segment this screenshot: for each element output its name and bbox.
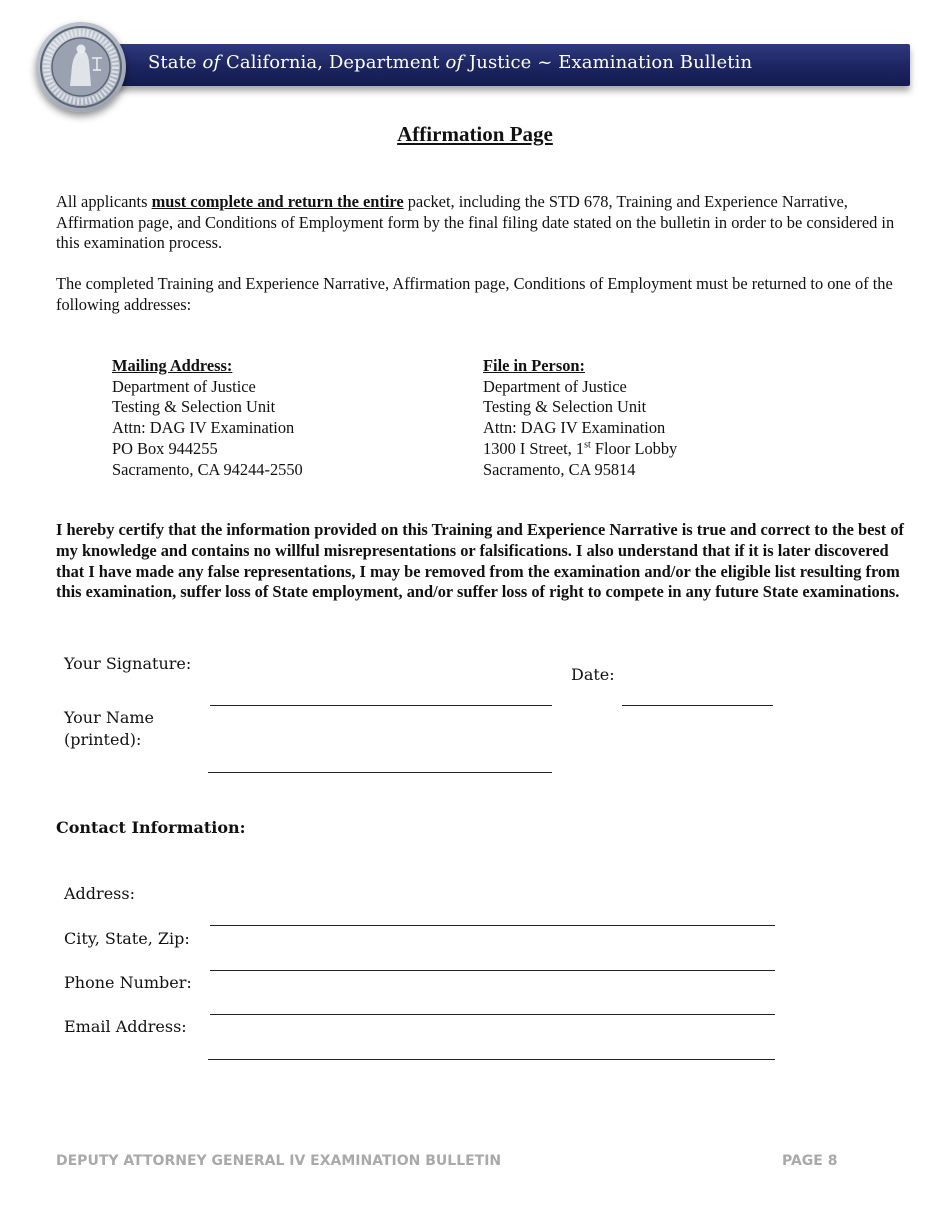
email-address-label: Email Address: bbox=[64, 1017, 187, 1036]
file-in-person-heading: File in Person: bbox=[483, 356, 585, 375]
in-person-street: 1300 I Street, 1st Floor Lobby bbox=[483, 438, 678, 458]
in-person-line: Attn: DAG IV Examination bbox=[483, 418, 666, 438]
in-person-line: Testing & Selection Unit bbox=[483, 397, 647, 417]
mailing-line: Sacramento, CA 94244-2550 bbox=[112, 459, 303, 479]
footer-bulletin-title: DEPUTY ATTORNEY GENERAL IV EXAMINATION BULLETIN bbox=[56, 1153, 502, 1169]
mailing-line: PO Box 944255 bbox=[112, 438, 218, 458]
mailing-line: Testing & Selection Unit bbox=[112, 397, 276, 417]
in-person-city: Sacramento, CA 95814 bbox=[483, 459, 636, 479]
date-line[interactable] bbox=[622, 705, 773, 706]
phone-number-label: Phone Number: bbox=[64, 973, 192, 992]
in-person-line: Department of Justice bbox=[483, 376, 627, 396]
header-banner bbox=[112, 44, 910, 86]
return-paragraph: The completed Training and Experience Narrative, Affirmation page, Conditions of Employment must be returned to one of the following addresses: bbox=[56, 274, 893, 314]
footer-page-number: PAGE 8 bbox=[782, 1153, 838, 1169]
city-state-zip-line[interactable] bbox=[210, 970, 775, 971]
printed-name-label: Your Name (printed): bbox=[64, 708, 155, 749]
mailing-line: Department of Justice bbox=[112, 376, 256, 396]
page-title: Affirmation Page bbox=[397, 122, 553, 146]
phone-number-line[interactable] bbox=[210, 1014, 775, 1015]
contact-information-heading: Contact Information: bbox=[56, 818, 246, 837]
email-address-line[interactable] bbox=[208, 1059, 775, 1060]
signature-label: Your Signature: bbox=[64, 654, 192, 673]
signature-line[interactable] bbox=[210, 705, 552, 706]
intro-paragraph: All applicants must complete and return the entire packet, including the STD 678, Training and Experience Narrative, Affirmation page, and Conditions of Employment form by the final filing date stated on the bulletin in order to be considered in this examination process. bbox=[56, 192, 895, 253]
city-state-zip-label: City, State, Zip: bbox=[64, 929, 190, 948]
state-seal-icon bbox=[36, 22, 126, 112]
address-line[interactable] bbox=[210, 925, 775, 926]
file-in-person-block bbox=[483, 356, 677, 480]
mailing-line: Attn: DAG IV Examination bbox=[112, 418, 295, 438]
date-label: Date: bbox=[571, 665, 615, 684]
address-label: Address: bbox=[64, 884, 135, 903]
mailing-address-block bbox=[112, 356, 303, 480]
mailing-address-heading: Mailing Address: bbox=[112, 356, 233, 375]
printed-name-line[interactable] bbox=[208, 772, 552, 773]
banner-title: State of California, Department of Justice ~ Examination Bulletin bbox=[148, 52, 753, 73]
certification-statement: I hereby certify that the information provided on this Training and Experience Narrative is true and correct to the best of my knowledge and contains no willful misrepresentations or falsifications. I also understand that if it is later discovered that I have made any false representations, I may be removed from the examination and/or the eligible list resulting from this examination, suffer loss of State employment, and/or suffer loss of right to compete in any future State examinations. bbox=[56, 520, 904, 602]
